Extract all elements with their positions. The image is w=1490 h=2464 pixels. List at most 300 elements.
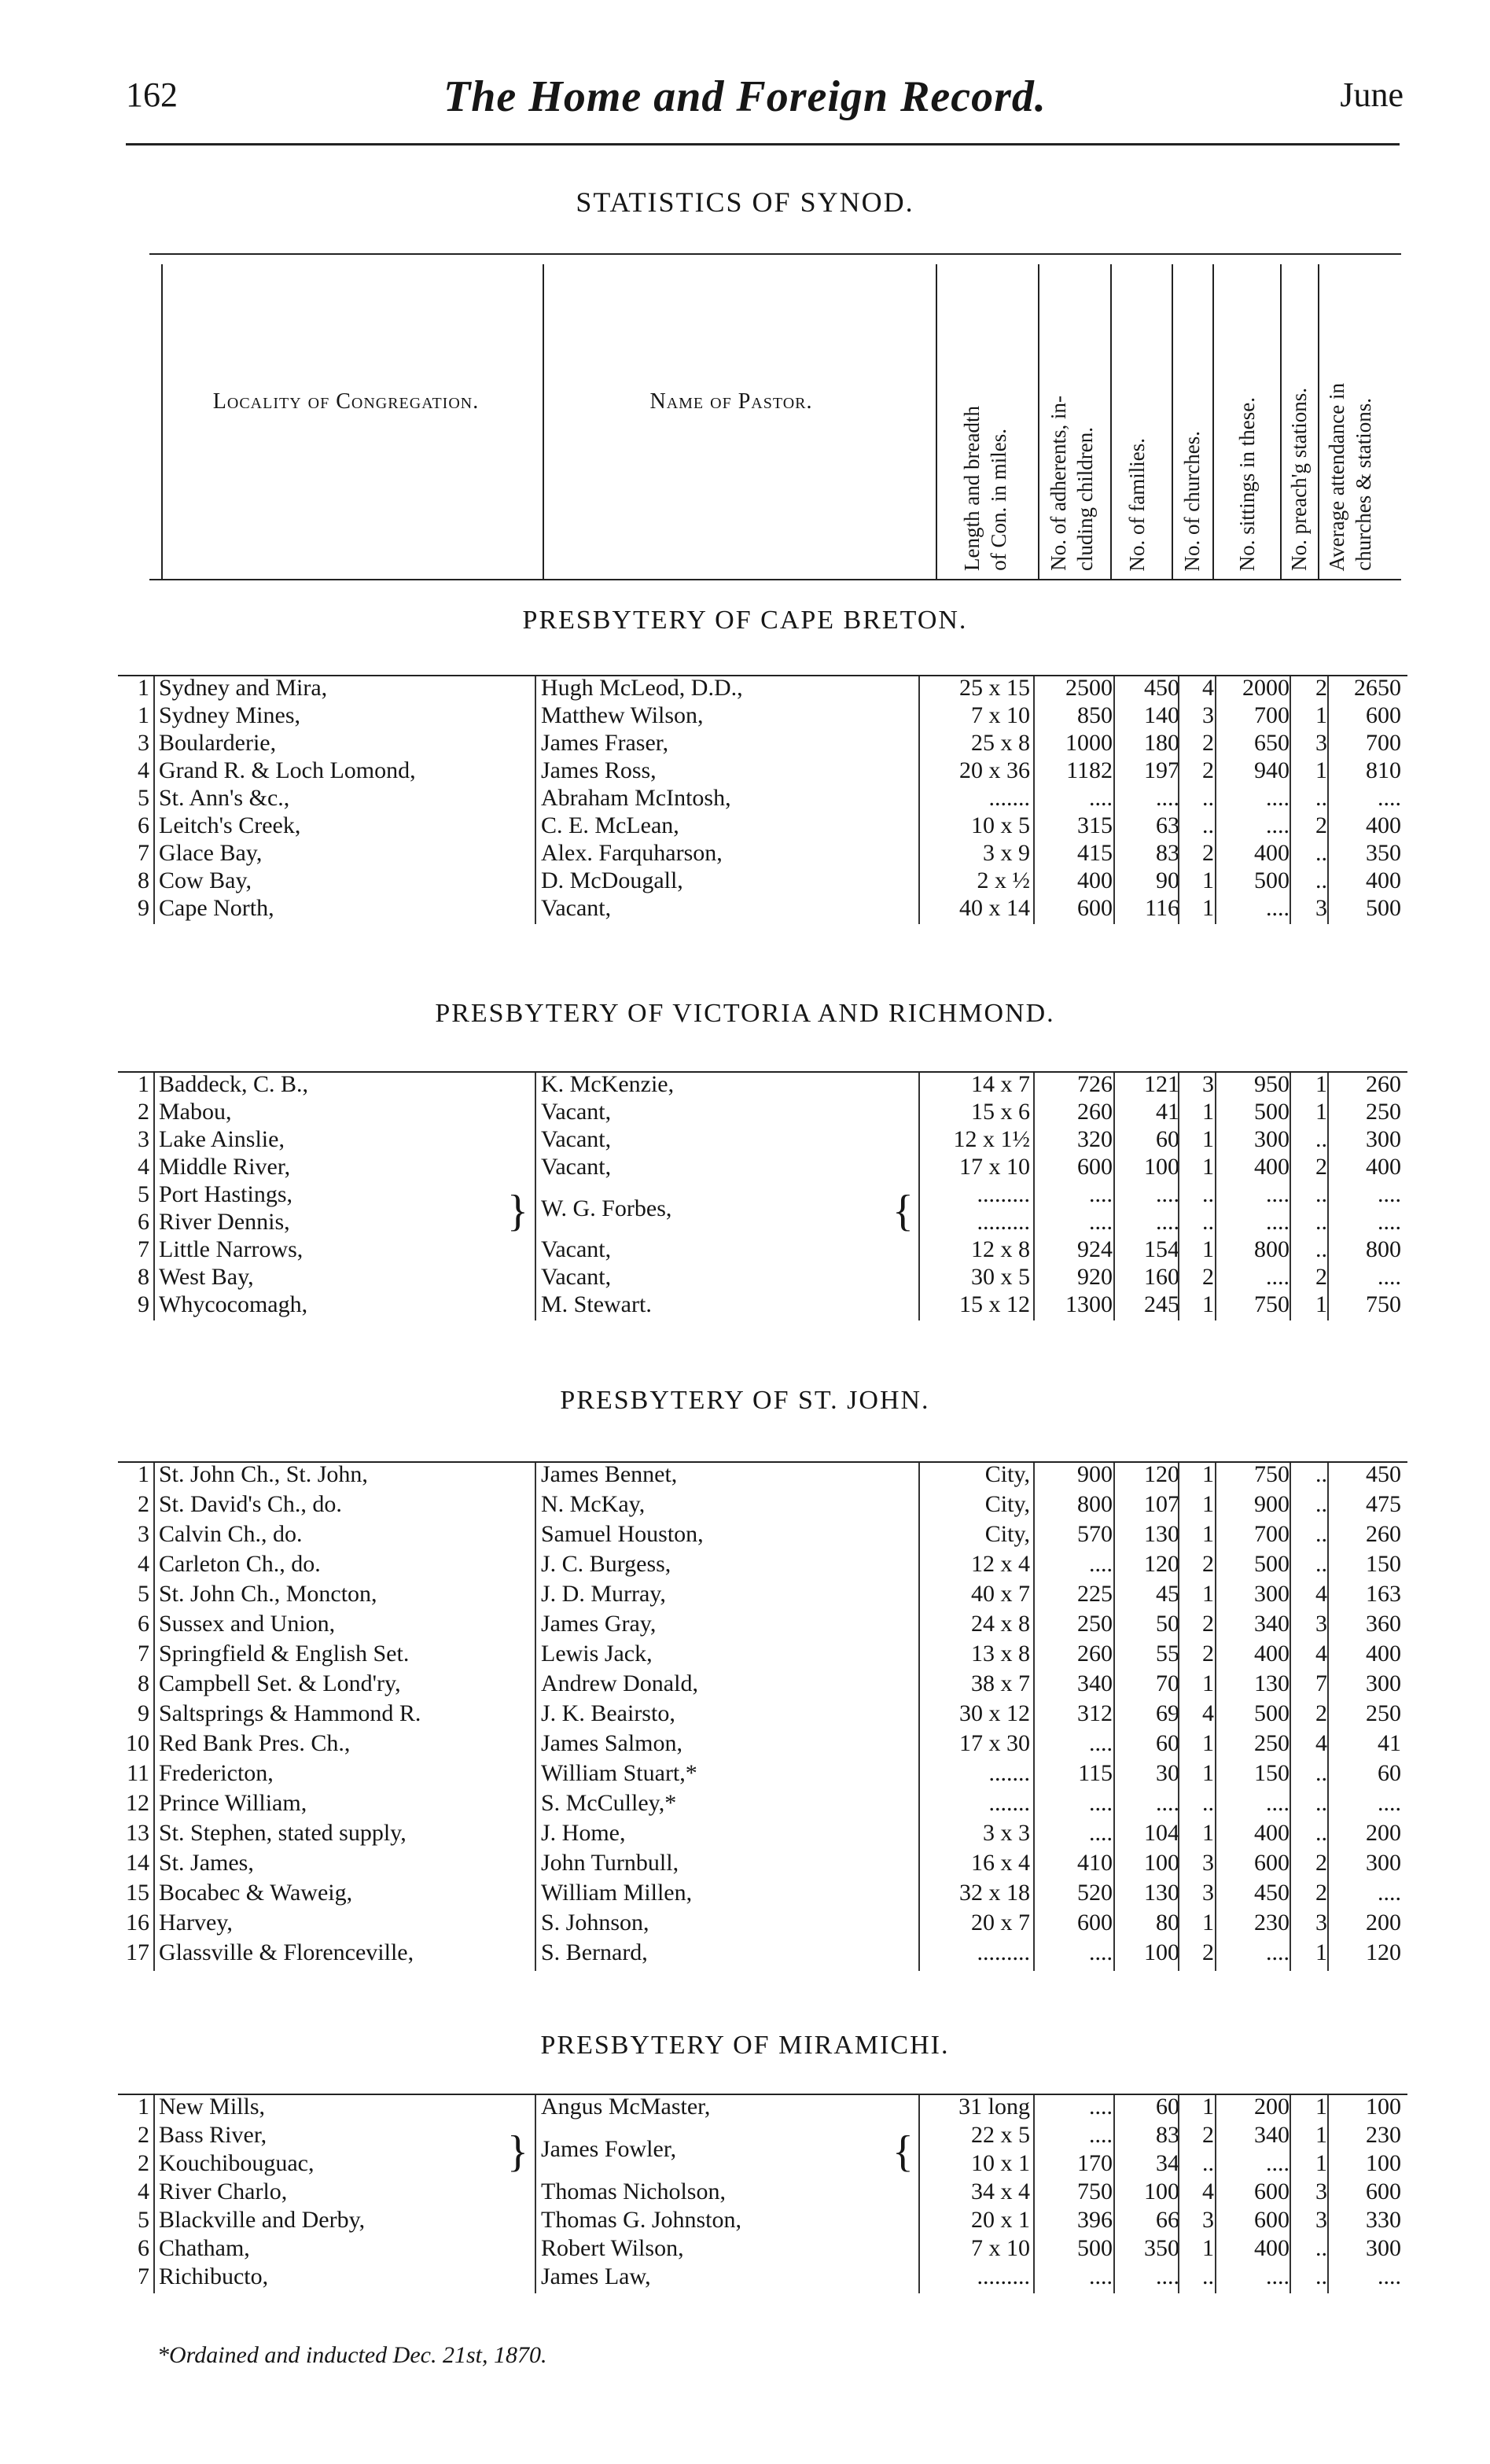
locality-cell: Springfield & English Set.: [159, 1641, 410, 1667]
adherents-cell: ....: [1089, 2263, 1113, 2289]
length-cell: 12 x 1½: [953, 1126, 1030, 1152]
table-row: [118, 1073, 1407, 1100]
length-cell: .........: [977, 1939, 1030, 1965]
families-cell: 100: [1144, 1850, 1179, 1876]
families-cell: 245: [1144, 1291, 1179, 1317]
sittings-cell: ....: [1266, 1939, 1289, 1965]
sittings-cell: 300: [1254, 1126, 1289, 1152]
families-cell: 63: [1156, 812, 1179, 838]
families-cell: 100: [1144, 1939, 1179, 1965]
stations-cell: ..: [1315, 2235, 1327, 2261]
adherents-cell: ....: [1089, 1551, 1113, 1577]
attendance-cell: ....: [1378, 1264, 1401, 1290]
locality-cell: Cow Bay,: [159, 867, 252, 893]
churches-cell: 2: [1202, 1939, 1214, 1965]
table-row: [118, 1552, 1407, 1582]
attendance-cell: 260: [1366, 1071, 1401, 1097]
attendance-cell: 300: [1366, 1850, 1401, 1876]
page-header: [0, 72, 1490, 130]
adherents-cell: 520: [1077, 1880, 1113, 1906]
churches-cell: 1: [1202, 1099, 1214, 1125]
families-cell: 80: [1156, 1910, 1179, 1935]
pastor-cell: S. McCulley,*: [541, 1790, 677, 1816]
locality-cell: Red Bank Pres. Ch.,: [159, 1730, 351, 1756]
churches-cell: 1: [1202, 1910, 1214, 1935]
row-number: 5: [138, 785, 149, 811]
pastor-cell: Hugh McLeod, D.D.,: [541, 675, 743, 701]
sittings-cell: ....: [1266, 1209, 1289, 1235]
sittings-cell: ....: [1266, 1181, 1289, 1207]
pastor-cell: W. G. Forbes,: [541, 1195, 672, 1221]
column-rule: [1280, 264, 1282, 579]
adherents-cell: 1000: [1065, 730, 1113, 756]
families-cell: 34: [1156, 2150, 1179, 2176]
attendance-header-line-2: churches & stations.: [1352, 398, 1375, 571]
length-cell: 32 x 18: [959, 1880, 1030, 1906]
churches-cell: 3: [1202, 1880, 1214, 1906]
column-rule: [1289, 1073, 1291, 1320]
row-number: 2: [138, 1491, 149, 1517]
sittings-cell: 900: [1254, 1491, 1289, 1517]
row-number: 10: [126, 1730, 149, 1756]
column-rule: [543, 264, 544, 579]
attendance-cell: ....: [1378, 1181, 1401, 1207]
pastor-cell: C. E. McLean,: [541, 812, 679, 838]
pastor-cell: James Law,: [541, 2263, 651, 2289]
length-cell: .......: [988, 1790, 1030, 1816]
locality-cell: Little Narrows,: [159, 1236, 304, 1262]
sittings-cell: ....: [1266, 812, 1289, 838]
locality-cell: St. John Ch., Moncton,: [159, 1581, 377, 1607]
families-cell: ....: [1156, 1209, 1179, 1235]
sittings-cell: 950: [1254, 1071, 1289, 1097]
grouping-brace: {: [892, 1187, 914, 1236]
column-rule: [1289, 676, 1291, 924]
sittings-header: No. sittings in these.: [1235, 396, 1259, 571]
column-rule: [1113, 676, 1115, 924]
attendance-cell: 360: [1366, 1611, 1401, 1637]
locality-cell: St. James,: [159, 1850, 254, 1876]
families-cell: 154: [1144, 1236, 1179, 1262]
stations-cell: 1: [1315, 2122, 1327, 2148]
table-row: [118, 897, 1407, 924]
locality-cell: Middle River,: [159, 1154, 291, 1180]
locality-cell: Blackville and Derby,: [159, 2207, 366, 2233]
attendance-cell: 750: [1366, 1291, 1401, 1317]
sittings-cell: 340: [1254, 2122, 1289, 2148]
column-rule: [1178, 676, 1179, 924]
adherents-cell: 1182: [1066, 757, 1113, 783]
attendance-cell: ....: [1378, 1880, 1401, 1906]
sittings-cell: 230: [1254, 1910, 1289, 1935]
pastor-cell: S. Bernard,: [541, 1939, 648, 1965]
pastor-cell: William Stuart,*: [541, 1760, 697, 1786]
stations-cell: 4: [1315, 1730, 1327, 1756]
length-cell: 13 x 8: [971, 1641, 1030, 1667]
families-cell: 83: [1156, 840, 1179, 866]
locality-cell: Richibucto,: [159, 2263, 269, 2289]
table-row: [118, 2180, 1407, 2208]
attendance-cell: 300: [1366, 1670, 1401, 1696]
locality-cell: Carleton Ch., do.: [159, 1551, 321, 1577]
column-rule: [1212, 264, 1214, 579]
column-rule: [1289, 2095, 1291, 2293]
row-number: 3: [138, 1521, 149, 1547]
families-cell: 120: [1144, 1551, 1179, 1577]
length-cell: .........: [977, 1181, 1030, 1207]
table-row: [118, 1100, 1407, 1128]
pastor-cell: J. K. Beairsto,: [541, 1700, 675, 1726]
column-rule: [918, 1073, 920, 1320]
table-row: [118, 1265, 1407, 1293]
row-number: 1: [138, 1071, 149, 1097]
families-cell: 121: [1144, 1071, 1179, 1097]
length-cell: 15 x 6: [971, 1099, 1030, 1125]
table-row: [118, 704, 1407, 731]
churches-cell: 3: [1202, 2207, 1214, 2233]
column-rule: [918, 676, 920, 924]
section-title: PRESBYTERY OF VICTORIA AND RICHMOND.: [435, 999, 1055, 1028]
adherents-cell: 260: [1077, 1099, 1113, 1125]
families-cell: 100: [1144, 2179, 1179, 2204]
sittings-cell: 2000: [1242, 675, 1289, 701]
churches-cell: ..: [1202, 1790, 1214, 1816]
adherents-cell: 400: [1077, 867, 1113, 893]
families-cell: 55: [1156, 1641, 1179, 1667]
table-row: [118, 1881, 1407, 1911]
column-rule: [535, 1463, 536, 1971]
column-rule: [1215, 1073, 1216, 1320]
length-cell: 16 x 4: [971, 1850, 1030, 1876]
pastor-cell: Vacant,: [541, 1236, 612, 1262]
stations-cell: ..: [1315, 1461, 1327, 1487]
table-row: [118, 1851, 1407, 1881]
column-rule: [535, 676, 536, 924]
row-number: 1: [138, 2094, 149, 2120]
presbytery-table: [118, 2094, 1407, 2293]
attendance-cell: 300: [1366, 1126, 1401, 1152]
table-row: [118, 1702, 1407, 1732]
churches-cell: 2: [1202, 757, 1214, 783]
stations-cell: ..: [1315, 785, 1327, 811]
table-row: [118, 1762, 1407, 1792]
column-rule: [1038, 264, 1039, 579]
stations-cell: 1: [1315, 1071, 1327, 1097]
pastor-cell: Vacant,: [541, 1264, 612, 1290]
families-cell: 66: [1156, 2207, 1179, 2233]
pastor-cell: James Salmon,: [541, 1730, 682, 1756]
adherents-cell: 115: [1078, 1760, 1113, 1786]
attendance-cell: 163: [1366, 1581, 1401, 1607]
stations-cell: 2: [1315, 675, 1327, 701]
column-rule: [153, 676, 155, 924]
adherents-cell: 315: [1077, 812, 1113, 838]
row-number: 15: [126, 1880, 149, 1906]
table-row: [118, 1612, 1407, 1642]
pastor-cell: J. C. Burgess,: [541, 1551, 671, 1577]
stations-cell: ..: [1315, 1820, 1327, 1846]
pastor-cell: Vacant,: [541, 1126, 612, 1152]
row-number: 6: [138, 812, 149, 838]
families-cell: 60: [1156, 1126, 1179, 1152]
table-row: [118, 1911, 1407, 1941]
pastor-cell: Vacant,: [541, 1099, 612, 1125]
column-rule: [1172, 264, 1173, 579]
table-row: [118, 814, 1407, 842]
row-number: 5: [138, 2207, 149, 2233]
page-number: 162: [126, 76, 178, 114]
pastor-cell: Matthew Wilson,: [541, 702, 704, 728]
presbytery-table: [118, 1071, 1407, 1320]
locality-cell: Leitch's Creek,: [159, 812, 301, 838]
length-cell: 25 x 8: [971, 730, 1030, 756]
locality-cell: Calvin Ch., do.: [159, 1521, 303, 1547]
adherents-cell: 900: [1077, 1461, 1113, 1487]
churches-cell: 2: [1202, 1611, 1214, 1637]
grouping-brace: {: [892, 2127, 914, 2176]
churches-cell: 4: [1202, 2179, 1214, 2204]
attendance-cell: ....: [1378, 1790, 1401, 1816]
row-number: 5: [138, 1581, 149, 1607]
pastor-cell: John Turnbull,: [541, 1850, 679, 1876]
table-row: [118, 786, 1407, 814]
adherents-cell: 570: [1077, 1521, 1113, 1547]
sittings-cell: 400: [1254, 2235, 1289, 2261]
adherents-cell: ....: [1089, 2094, 1113, 2120]
row-number: 6: [138, 1611, 149, 1637]
adherents-cell: 500: [1077, 2235, 1113, 2261]
attendance-cell: 600: [1366, 702, 1401, 728]
column-rule: [1327, 1463, 1329, 1971]
churches-cell: 1: [1202, 1291, 1214, 1317]
row-number: 3: [138, 1126, 149, 1152]
row-number: 12: [126, 1790, 149, 1816]
table-row: [118, 2152, 1407, 2180]
stations-cell: ..: [1315, 1236, 1327, 1262]
table-row: [118, 1642, 1407, 1672]
column-rule: [153, 1463, 155, 1971]
row-number: 7: [138, 1641, 149, 1667]
row-number: 4: [138, 757, 149, 783]
locality-cell: Bass River,: [159, 2122, 267, 2148]
churches-cell: ..: [1202, 1209, 1214, 1235]
locality-cell: Bocabec & Waweig,: [159, 1880, 353, 1906]
adherents-cell: 260: [1077, 1641, 1113, 1667]
stations-cell: 3: [1315, 1611, 1327, 1637]
column-rule: [1215, 1463, 1216, 1971]
locality-cell: River Dennis,: [159, 1209, 290, 1235]
locality-cell: Baddeck, C. B.,: [159, 1071, 308, 1097]
pastor-cell: J. D. Murray,: [541, 1581, 666, 1607]
attendance-cell: 400: [1366, 1154, 1401, 1180]
families-cell: 350: [1144, 2235, 1179, 2261]
table-row: [118, 1128, 1407, 1155]
row-number: 2: [138, 2150, 149, 2176]
attendance-cell: 260: [1366, 1521, 1401, 1547]
stations-cell: ..: [1315, 1491, 1327, 1517]
churches-cell: ..: [1202, 812, 1214, 838]
length-cell: 30 x 12: [959, 1700, 1030, 1726]
churches-cell: 1: [1202, 1154, 1214, 1180]
pastor-cell: S. Johnson,: [541, 1910, 649, 1935]
length-header-line-2: of Con. in miles.: [987, 429, 1010, 571]
families-cell: 107: [1144, 1491, 1179, 1517]
sittings-cell: 750: [1254, 1291, 1289, 1317]
sittings-cell: 650: [1254, 730, 1289, 756]
sittings-cell: 800: [1254, 1236, 1289, 1262]
attendance-cell: 330: [1366, 2207, 1401, 2233]
column-rule: [1178, 1073, 1179, 1320]
stations-cell: ..: [1315, 1126, 1327, 1152]
row-number: 2: [138, 2122, 149, 2148]
locality-cell: Mabou,: [159, 1099, 232, 1125]
adherents-cell: ....: [1089, 1820, 1113, 1846]
churches-cell: 1: [1202, 1670, 1214, 1696]
grouping-brace: }: [507, 2127, 528, 2176]
column-rule: [535, 1073, 536, 1320]
length-cell: 25 x 15: [959, 675, 1030, 701]
families-cell: 116: [1145, 895, 1179, 921]
table-row: [118, 1821, 1407, 1851]
sittings-cell: 400: [1254, 1641, 1289, 1667]
families-cell: 120: [1144, 1461, 1179, 1487]
adherents-cell: ....: [1089, 2122, 1113, 2148]
column-rule: [936, 264, 937, 579]
stations-cell: 3: [1315, 2179, 1327, 2204]
pastor-cell: Vacant,: [541, 895, 612, 921]
stations-cell: 1: [1315, 702, 1327, 728]
churches-cell: 2: [1202, 2122, 1214, 2148]
families-cell: ....: [1156, 785, 1179, 811]
length-cell: 34 x 4: [971, 2179, 1030, 2204]
length-cell: 17 x 10: [959, 1154, 1030, 1180]
column-rule: [1033, 1073, 1035, 1320]
churches-cell: 1: [1202, 1730, 1214, 1756]
locality-cell: Cape North,: [159, 895, 274, 921]
families-cell: 69: [1156, 1700, 1179, 1726]
sittings-cell: 750: [1254, 1461, 1289, 1487]
row-number: 4: [138, 1154, 149, 1180]
row-number: 8: [138, 867, 149, 893]
churches-cell: 1: [1202, 1820, 1214, 1846]
column-rule: [1110, 264, 1112, 579]
section-title: PRESBYTERY OF MIRAMICHI.: [540, 2031, 950, 2060]
churches-cell: 1: [1202, 1581, 1214, 1607]
stations-cell: 2: [1315, 1264, 1327, 1290]
pastor-header-label: Name of Pastor.: [649, 389, 813, 414]
families-header: No. of families.: [1125, 437, 1149, 571]
attendance-cell: 230: [1366, 2122, 1401, 2148]
adherents-header-line-2: cluding children.: [1073, 427, 1097, 571]
families-cell: 104: [1144, 1820, 1179, 1846]
attendance-cell: 500: [1366, 895, 1401, 921]
length-cell: 10 x 1: [971, 2150, 1030, 2176]
sittings-cell: 250: [1254, 1730, 1289, 1756]
churches-cell: 3: [1202, 702, 1214, 728]
locality-cell: Port Hastings,: [159, 1181, 293, 1207]
families-cell: 60: [1156, 1730, 1179, 1756]
column-rule: [1033, 1463, 1035, 1971]
pastor-cell: Alex. Farquharson,: [541, 840, 723, 866]
locality-cell: Boularderie,: [159, 730, 277, 756]
length-cell: 31 long: [958, 2094, 1030, 2120]
churches-cell: 2: [1202, 840, 1214, 866]
length-cell: 20 x 7: [971, 1910, 1030, 1935]
sittings-cell: 450: [1254, 1880, 1289, 1906]
row-number: 7: [138, 840, 149, 866]
churches-cell: 2: [1202, 730, 1214, 756]
column-rule: [918, 1463, 920, 1971]
locality-cell: Harvey,: [159, 1910, 233, 1935]
families-cell: 30: [1156, 1760, 1179, 1786]
churches-cell: 2: [1202, 1641, 1214, 1667]
column-rule: [1327, 676, 1329, 924]
column-rule: [1113, 1463, 1115, 1971]
churches-cell: 1: [1202, 895, 1214, 921]
table-row: [118, 2265, 1407, 2293]
table-row: [118, 1732, 1407, 1762]
column-rule: [1113, 1073, 1115, 1320]
row-number: 3: [138, 730, 149, 756]
attendance-cell: 400: [1366, 1641, 1401, 1667]
length-header-line-1: Length and breadth: [960, 406, 984, 571]
stations-cell: 3: [1315, 1910, 1327, 1935]
length-cell: 2 x ½: [977, 867, 1030, 893]
length-cell: City,: [984, 1461, 1030, 1487]
adherents-cell: ....: [1089, 785, 1113, 811]
families-cell: 140: [1144, 702, 1179, 728]
sittings-cell: ....: [1266, 2263, 1289, 2289]
sittings-cell: 500: [1254, 1551, 1289, 1577]
attendance-cell: 450: [1366, 1461, 1401, 1487]
stations-cell: ..: [1315, 1521, 1327, 1547]
adherents-cell: ....: [1089, 1209, 1113, 1235]
pastor-cell: Lewis Jack,: [541, 1641, 653, 1667]
attendance-cell: 150: [1366, 1551, 1401, 1577]
length-cell: 15 x 12: [959, 1291, 1030, 1317]
families-cell: 450: [1144, 675, 1179, 701]
locality-cell: Sydney and Mira,: [159, 675, 328, 701]
row-number: 6: [138, 1209, 149, 1235]
pastor-cell: K. McKenzie,: [541, 1071, 675, 1097]
table-row: [118, 869, 1407, 897]
locality-cell: Kouchibouguac,: [159, 2150, 315, 2176]
row-number: 13: [126, 1820, 149, 1846]
attendance-cell: ....: [1378, 1209, 1401, 1235]
stations-cell: 2: [1315, 1700, 1327, 1726]
attendance-cell: 810: [1366, 757, 1401, 783]
table-row: [118, 1463, 1407, 1493]
sittings-cell: 400: [1254, 1154, 1289, 1180]
stations-cell: 3: [1315, 730, 1327, 756]
column-rule: [1033, 2095, 1035, 2293]
column-rule: [1289, 1463, 1291, 1971]
families-cell: 70: [1156, 1670, 1179, 1696]
column-rule: [1178, 2095, 1179, 2293]
row-number: 7: [138, 1236, 149, 1262]
churches-cell: 1: [1202, 2235, 1214, 2261]
table-row: [118, 1293, 1407, 1320]
locality-cell: Glassville & Florenceville,: [159, 1939, 414, 1965]
row-number: 9: [138, 1291, 149, 1317]
adherents-cell: 924: [1077, 1236, 1113, 1262]
column-rule: [1215, 676, 1216, 924]
locality-cell: Glace Bay,: [159, 840, 263, 866]
attendance-cell: 120: [1366, 1939, 1401, 1965]
row-number: 4: [138, 1551, 149, 1577]
locality-cell: Campbell Set. & Lond'ry,: [159, 1670, 401, 1696]
adherents-header-line-1: No. of adherents, in-: [1047, 396, 1070, 571]
